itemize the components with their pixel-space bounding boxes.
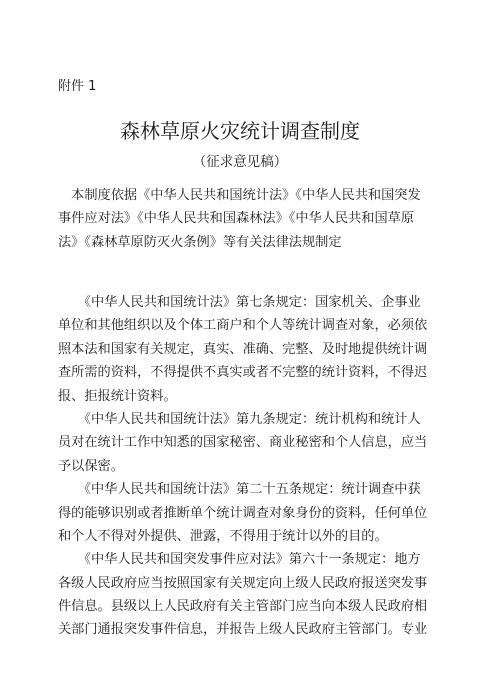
article-line: 予以保密。 (58, 458, 124, 474)
legal-articles (58, 291, 426, 642)
intro-line: 事件应对法》《中华人民共和国森林法》《中华人民共和国草原 (58, 211, 415, 227)
article-line: 和个人不得对外提供、泄露，不得用于统计以外的目的。 (58, 528, 388, 544)
article-line: 得的能够识别或者推断单个统计调查对象身份的资料，任何单位 (58, 505, 428, 521)
article-line: 报、拒报统计资料。 (58, 388, 177, 404)
article-line: 件信息。县级以上人民政府有关主管部门应当向本级人民政府相 (58, 599, 428, 615)
article-line: 关部门通报突发事件信息，并报告上级人民政府主管部门。专业 (58, 622, 428, 638)
article-line: 《中华人民共和国统计法》第七条规定：国家机关、企事业 (58, 295, 421, 310)
attachment-label: 附件 1 (58, 79, 97, 94)
article-line: 照本法和国家有关规定，真实、准确、完整、及时地提供统计调 (58, 341, 428, 357)
article-line: 《中华人民共和国统计法》第二十五条规定：统计调查中获 (58, 482, 421, 498)
intro-line: 本制度依据《中华人民共和国统计法》《中华人民共和国突发 (58, 188, 421, 203)
article-line: 《中华人民共和国统计法》第九条规定：统计机构和统计人 (58, 411, 421, 427)
article-line: 员对在统计工作中知悉的国家秘密、商业秘密和个人信息，应当 (58, 435, 428, 451)
article-line: 查所需的资料，不得提供不真实或者不完整的统计资料，不得迟 (58, 365, 428, 381)
intro-line: 法》《森林草原防灭火条例》等有关法律法规制定 (58, 234, 342, 250)
document-subtitle: （征求意见稿） (192, 154, 288, 170)
document-title: 森林草原火灾统计调查制度 (120, 119, 360, 143)
article-line: 单位和其他组织以及个体工商户和个人等统计调查对象，必须依 (58, 318, 428, 334)
article-line: 各级人民政府应当按照国家有关规定向上级人民政府报送突发事 (58, 575, 428, 591)
article-line: 《中华人民共和国突发事件应对法》第六十一条规定：地方 (58, 552, 421, 568)
intro-paragraph (58, 184, 426, 254)
